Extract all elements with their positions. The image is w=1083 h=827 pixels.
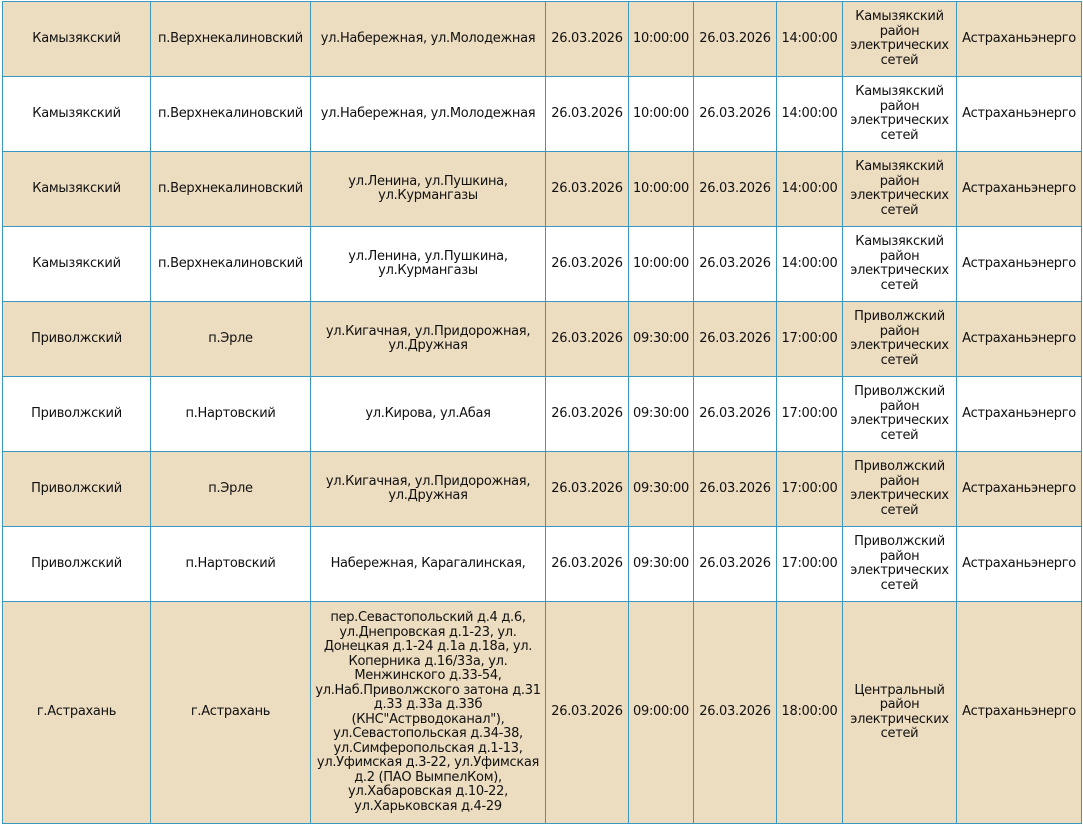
company-cell: Астраханьэнерго xyxy=(957,377,1082,452)
table-row xyxy=(3,227,1082,302)
end-date-cell: 26.03.2026 xyxy=(694,602,777,824)
start-time-cell: 09:30:00 xyxy=(629,452,694,527)
company-cell: Астраханьэнерго xyxy=(957,602,1082,824)
company-cell: Астраханьэнерго xyxy=(957,452,1082,527)
network-cell: Приволжский район электрических сетей xyxy=(843,452,957,527)
network-cell: Камызякский район электрических сетей xyxy=(843,152,957,227)
start-date-cell: 26.03.2026 xyxy=(546,527,629,602)
streets-cell: ул.Набережная, ул.Молодежная xyxy=(311,77,546,152)
table-row xyxy=(3,77,1082,152)
district-cell: Камызякский xyxy=(3,77,151,152)
network-cell: Камызякский район электрических сетей xyxy=(843,77,957,152)
district-cell: Приволжский xyxy=(3,452,151,527)
streets-cell: ул.Кирова, ул.Абая xyxy=(311,377,546,452)
settlement-cell: п.Верхнекалиновский xyxy=(151,2,311,77)
district-cell: Приволжский xyxy=(3,527,151,602)
end-time-cell: 14:00:00 xyxy=(777,152,843,227)
start-date-cell: 26.03.2026 xyxy=(546,602,629,824)
start-date-cell: 26.03.2026 xyxy=(546,377,629,452)
start-time-cell: 09:30:00 xyxy=(629,377,694,452)
start-time-cell: 09:00:00 xyxy=(629,602,694,824)
table-row xyxy=(3,302,1082,377)
network-cell: Приволжский район электрических сетей xyxy=(843,527,957,602)
table-row xyxy=(3,452,1082,527)
end-date-cell: 26.03.2026 xyxy=(694,2,777,77)
company-cell: Астраханьэнерго xyxy=(957,527,1082,602)
district-cell: Камызякский xyxy=(3,152,151,227)
streets-cell: ул.Ленина, ул.Пушкина, ул.Курмангазы xyxy=(311,227,546,302)
end-date-cell: 26.03.2026 xyxy=(694,227,777,302)
start-time-cell: 09:30:00 xyxy=(629,527,694,602)
settlement-cell: п.Верхнекалиновский xyxy=(151,77,311,152)
table-row xyxy=(3,152,1082,227)
district-cell: г.Астрахань xyxy=(3,602,151,824)
end-date-cell: 26.03.2026 xyxy=(694,77,777,152)
network-cell: Приволжский район электрических сетей xyxy=(843,377,957,452)
settlement-cell: п.Верхнекалиновский xyxy=(151,227,311,302)
outage-schedule-table xyxy=(2,1,1082,824)
company-cell: Астраханьэнерго xyxy=(957,302,1082,377)
start-date-cell: 26.03.2026 xyxy=(546,452,629,527)
start-date-cell: 26.03.2026 xyxy=(546,77,629,152)
table-body xyxy=(3,2,1082,824)
network-cell: Камызякский район электрических сетей xyxy=(843,227,957,302)
end-time-cell: 17:00:00 xyxy=(777,452,843,527)
settlement-cell: п.Нартовский xyxy=(151,377,311,452)
table-row xyxy=(3,602,1082,824)
start-date-cell: 26.03.2026 xyxy=(546,2,629,77)
end-time-cell: 14:00:00 xyxy=(777,227,843,302)
table-row xyxy=(3,527,1082,602)
end-date-cell: 26.03.2026 xyxy=(694,452,777,527)
district-cell: Приволжский xyxy=(3,377,151,452)
streets-cell: Набережная, Карагалинская, xyxy=(311,527,546,602)
network-cell: Центральный район электрических сетей xyxy=(843,602,957,824)
company-cell: Астраханьэнерго xyxy=(957,227,1082,302)
company-cell: Астраханьэнерго xyxy=(957,152,1082,227)
streets-cell: ул.Кигачная, ул.Придорожная, ул.Дружная xyxy=(311,302,546,377)
district-cell: Камызякский xyxy=(3,227,151,302)
district-cell: Камызякский xyxy=(3,2,151,77)
end-time-cell: 14:00:00 xyxy=(777,2,843,77)
end-time-cell: 17:00:00 xyxy=(777,302,843,377)
start-date-cell: 26.03.2026 xyxy=(546,227,629,302)
table-row xyxy=(3,2,1082,77)
settlement-cell: п.Нартовский xyxy=(151,527,311,602)
settlement-cell: п.Эрле xyxy=(151,302,311,377)
company-cell: Астраханьэнерго xyxy=(957,2,1082,77)
start-time-cell: 10:00:00 xyxy=(629,2,694,77)
streets-cell: пер.Севастопольский д.4 д.6, ул.Днепровская д.1-23, ул. Донецкая д.1-24 д.1а д.18а, ул. Коперника д.16/33а, ул. Менжинского д.33-54, ул.Наб.Приволжского затона д.31 д.33 д.33а д.33б (КНС"Астрводоканал"), ул.Севастопольская д.34-38, ул.Симферопольская д.1-13, ул.Уфимская д.3-22, ул.Уфимская д.2 (ПАО ВымпелКом), ул.Хабаровская д.10-22, ул.Харьковская д.4-29 xyxy=(311,602,546,824)
end-time-cell: 14:00:00 xyxy=(777,77,843,152)
start-time-cell: 10:00:00 xyxy=(629,227,694,302)
settlement-cell: г.Астрахань xyxy=(151,602,311,824)
start-date-cell: 26.03.2026 xyxy=(546,152,629,227)
start-date-cell: 26.03.2026 xyxy=(546,302,629,377)
network-cell: Приволжский район электрических сетей xyxy=(843,302,957,377)
district-cell: Приволжский xyxy=(3,302,151,377)
streets-cell: ул.Набережная, ул.Молодежная xyxy=(311,2,546,77)
company-cell: Астраханьэнерго xyxy=(957,77,1082,152)
end-date-cell: 26.03.2026 xyxy=(694,152,777,227)
streets-cell: ул.Кигачная, ул.Придорожная, ул.Дружная xyxy=(311,452,546,527)
start-time-cell: 10:00:00 xyxy=(629,152,694,227)
settlement-cell: п.Верхнекалиновский xyxy=(151,152,311,227)
end-date-cell: 26.03.2026 xyxy=(694,527,777,602)
end-time-cell: 17:00:00 xyxy=(777,377,843,452)
network-cell: Камызякский район электрических сетей xyxy=(843,2,957,77)
start-time-cell: 09:30:00 xyxy=(629,302,694,377)
end-time-cell: 18:00:00 xyxy=(777,602,843,824)
end-time-cell: 17:00:00 xyxy=(777,527,843,602)
settlement-cell: п.Эрле xyxy=(151,452,311,527)
end-date-cell: 26.03.2026 xyxy=(694,302,777,377)
start-time-cell: 10:00:00 xyxy=(629,77,694,152)
table-row xyxy=(3,377,1082,452)
end-date-cell: 26.03.2026 xyxy=(694,377,777,452)
streets-cell: ул.Ленина, ул.Пушкина, ул.Курмангазы xyxy=(311,152,546,227)
